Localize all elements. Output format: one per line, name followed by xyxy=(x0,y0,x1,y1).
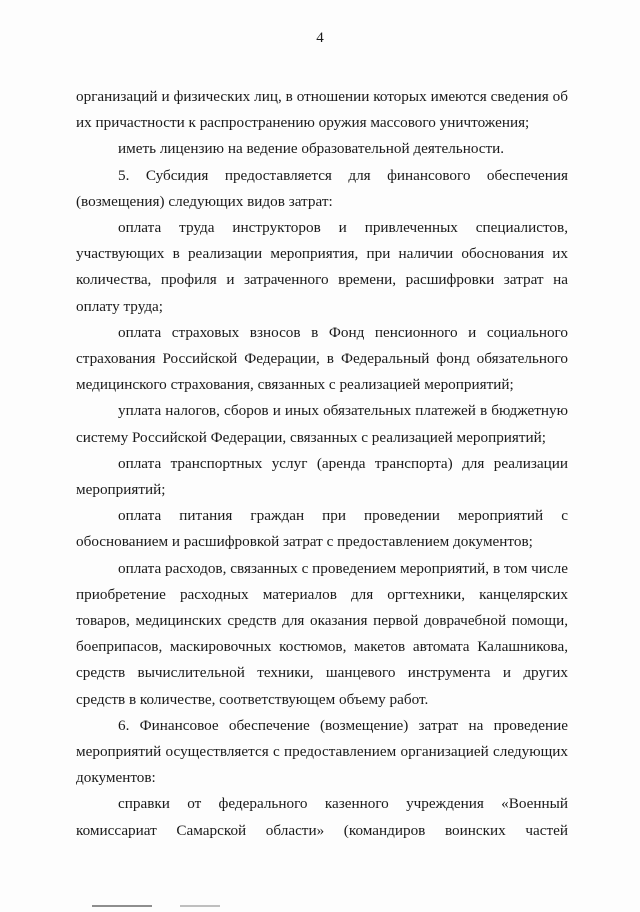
paragraph-transport: оплата транспортных услуг (аренда транспорта) для реализации мероприятий; xyxy=(76,454,568,499)
scan-artifact-line xyxy=(180,905,220,907)
page-number: 4 xyxy=(316,30,324,46)
paragraph-instructor-pay: оплата труда инструкторов и привлеченных специалистов, участвующих в реализации мероприятия, при наличии обоснования их количества, профиля и затраченного времени, расшифровки затрат на оплату труда; xyxy=(76,219,568,315)
paragraph-license-requirement: иметь лицензию на ведение образовательной деятельности. xyxy=(118,140,505,158)
paragraph-certificates: справки от федерального казенного учреждения «Военный комиссариат Самарской области» (командиров воинских частей xyxy=(76,795,568,839)
paragraph-catering: оплата питания граждан при проведении мероприятий с обоснованием и расшифровкой затрат с предоставлением документов; xyxy=(76,507,568,551)
paragraph-other-expenses: оплата расходов, связанных с проведением мероприятий, в том числе приобретение расходных материалов для оргтехники, канцелярских товаров, медицинских средств для оказания первой доврачебной помощи, боеприпасов, маскировочных костюмов, макетов автомата Калашникова, средств вычислительной техники, шанцевого инструмента и других средств в количестве, соответствующем объему работ. xyxy=(76,559,568,708)
paragraph-taxes: уплата налогов, сборов и иных обязательных платежей в бюджетную систему Российской Федерации, связанных с реализацией мероприятий; xyxy=(76,402,568,446)
paragraph-insurance-contributions: оплата страховых взносов в Фонд пенсионного и социального страхования Российской Федерации, в Федеральный фонд обязательного медицинского страхования, связанных с реализацией мероприятий; xyxy=(76,323,568,394)
paragraph-continuation: организаций и физических лиц, в отношении которых имеются сведения об их причастности к распространению оружия массового уничтожения; xyxy=(76,88,568,132)
paragraph-item-6-documents: 6. Финансовое обеспечение (возмещение) затрат на проведение мероприятий осуществляется с предоставлением организацией следующих документов: xyxy=(76,716,568,787)
paragraph-item-5-subsidy: 5. Субсидия предоставляется для финансового обеспечения (возмещения) следующих видов затрат: xyxy=(76,166,568,210)
scan-artifact-line xyxy=(92,905,152,907)
document-body xyxy=(76,84,568,844)
